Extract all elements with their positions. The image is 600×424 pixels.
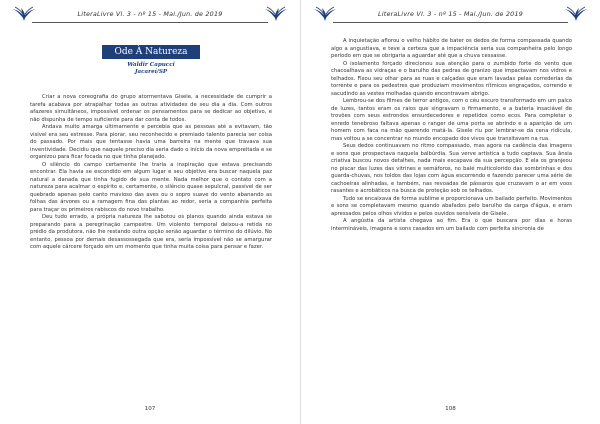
author-name: Waldir Capucci [127,62,175,68]
left-text-column [30,30,272,252]
paragraph: O silêncio do campo certamente lhe traria a inspiração que estava precisando encontrar. Ela havia se escondido em algum lugar e seu objetivo era buscar naquela paz natural a danada que tinha fugido de sua mente. Nada melhor que o contato com a natureza para acalmar o espírito e, certamente, o silêncio quase sepulcral, passível de ser quebrado apenas pelo canto mavioso das aves ou o sopro suave do vento abanando as folhas das árvores ou a ramagem fina das plantas ao redor, seria a companhia perfeita para traçar os primeiros rabiscos do novo trabalho. [30,161,272,213]
bird-logo-icon [564,6,588,23]
page-number: 108 [445,406,456,412]
page-header [313,6,588,24]
bird-logo-icon [264,6,288,23]
page-number: 107 [144,406,156,412]
paragraph: Criar a nova coreografia do grupo atormentava Gisele, a necessidade de cumprir a tarefa acabava por atrapalhar todas as outras atividades de seu dia a dia. Com outros afazeres simultâneos, impossível ordenar os pensamentos para se dedicar ao objetivo, e não dispunha de tempo suficiente para dar conta de todos. [30,94,272,123]
paragraph: Lembrou-se dos filmes de terror antigos, com o céu escuro transformado em um palco de luzes, tantos eram os raios que singravam o firmamento, e a bateria insaciável de trovões com seus estrondos ensurdecedores e repetidos como ecos. Para completar o enredo tenebroso faltava apenas o ranger de uma porta se abrindo e a aparição de um homem com faca na mão querendo matá-la. Gisele riu por lembrar-se da cena ridícula, mas voltou a se concentrar no mundo encopado dos vivos que transitavam na rua. [331,98,572,142]
author-location: Jacareí/SP [134,69,168,75]
header-text: LiteraLivre Vl. 3 - nº 15 - Mai./Jun. de 2019 [378,10,523,18]
header-rule [333,22,568,23]
header-rule [32,22,268,23]
right-page [300,0,600,424]
paragraph: Deu tudo errado, a própria natureza lhe sabotou os planos quando ainda estava se preparando para a peregrinação campestre. Um violento temporal deixou-a retida no prédio da produtora, não lhe restando outra opção senão aguardar o término do dilúvio. No entanto, pessoa por demais desassossegada que era, seria impossível não se amargurar com aquele cárcere forçado em um momento que tinha muita coisa para pensar e fazer. [30,214,272,250]
paragraph: A angústia da artista chegava ao fim. Era o que buscara por dias e horas intermináveis, imagens e sons casados em um bailado com perfeita sincronia de [331,218,572,232]
article-title: Ode À Natureza [102,45,200,59]
header-text: LiteraLivre Vl. 3 - nº 15 - Mai./Jun. de 2019 [77,10,223,18]
paragraph: Seus dedos continuavam no ritmo compassado, mas agora na cadência das imagens e sons que prospectava naquela balbúrdia. Sua verve artística a tudo captava. Sua ânsia criativa buscou novos detalhes, nada mais escapava da sua percepção. E ela os granjeou no piscar das luzes das vitrines e semáforos, no balé multicolorido das sombrinhas e dos guarda-chuvas, nos toldos das lojas com água escorrendo e fazendo parecer uma série de cachoeiras alinhadas, e também, nas revoadas de pássaros que cruzavam o ar em voos rasantes e acrobáticos na busca de proteção sob os telhados. [331,143,572,194]
paragraph: O isolamento forçado direcionou sua atenção para o zumbido forte do vento que chacoalhava as vidraças e o barulho das pedras de granizo que impactavam nos vidros e telhados. Fixou seu olhar para as ruas e calçadas que eram lavadas pelas correderias da torrente e para os pedestres que produziam movimentos rítmicos engraçados, correndo e sacudindo as vestes molhadas quando encontravam abrigo. [331,60,572,97]
right-text-column [331,38,572,233]
paragraph: Andava muito amarga ultimamente e percebia que as pessoas até a evitavam, tão visível era seu estresse. Para piorar, seu reconhecido e premiado talento parecia ser coisa do passado. Por mais que tentasse havia uma barreira na mente que travava sua inventividade. Decidiu que naquele preciso dia seria dado o início da nova empreitada e se organizou para ficar focada no que tinha planejado. [30,124,272,160]
paragraph: Tudo se encaixava de forma sublime e proporcionava um bailado perfeito. Movimentos e sons se completavam mesmo quando abafados pelo barulho da carga d'água, e eram apressados pelos olhos vívidos e pelos ouvidos sensíveis de Gisele. [331,195,572,217]
page-header [12,6,288,24]
paragraph: A inquietação aflorou o velho hábito de bater os dedos de forma compassada quando algo a angustiava, e teve a certeza que a impaciência seria sua companheira pelo longo período em que se obrigaria a aguardar até que a chuva cessasse. [331,38,572,59]
